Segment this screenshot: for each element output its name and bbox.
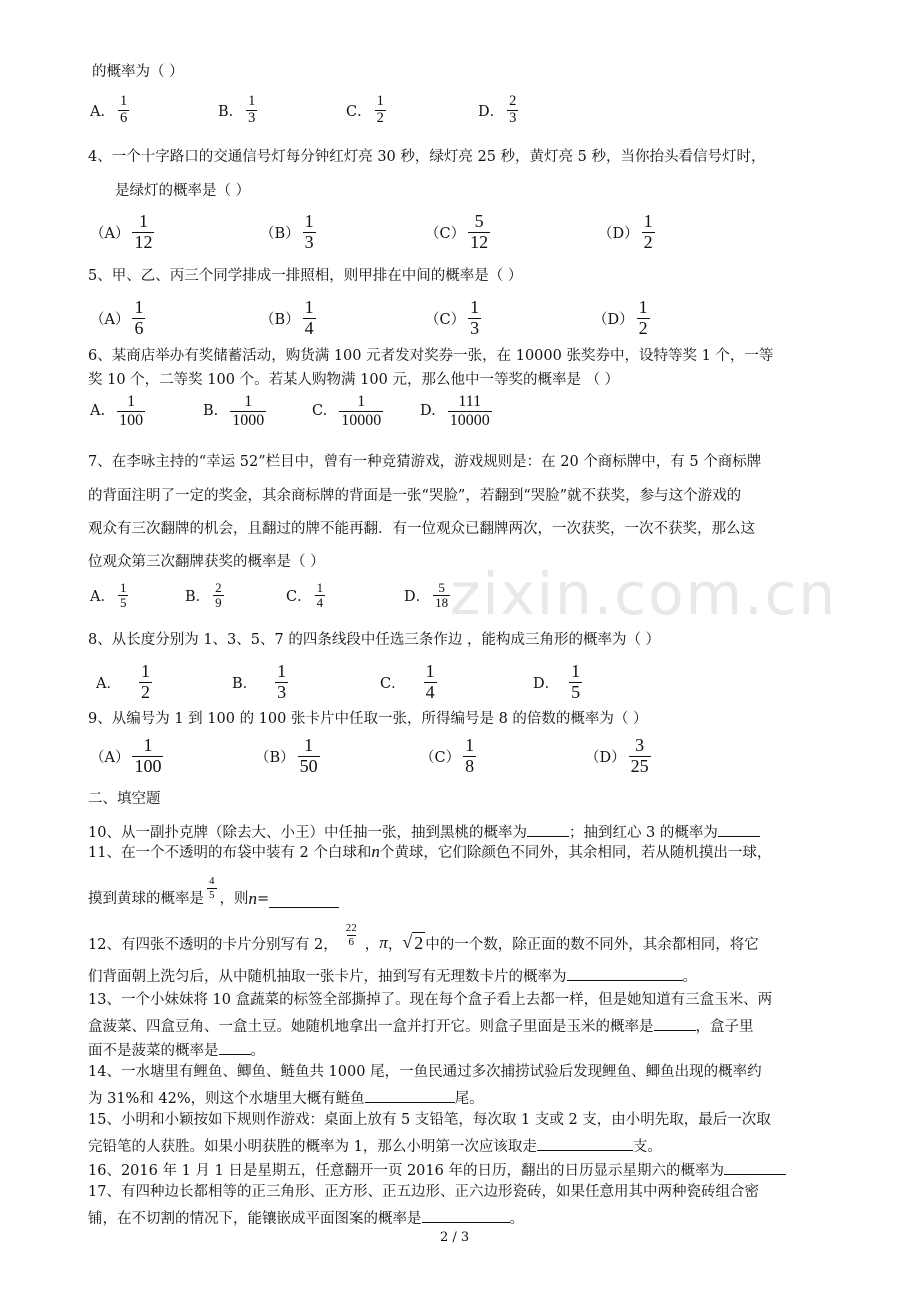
q7-option-b: B． $\frac{2}{9}$ [185,580,222,611]
fraction: $\frac{1}{2}$ [643,211,653,252]
q7-line4: 位观众第三次翻牌获奖的概率是（ ） [88,554,325,570]
q8-line1: 8、从长度分别为 1、3、5、7 的四条线段中任选三条作边 ，能构成三角形的概率为（ ） [88,632,661,648]
q3-option-c [346,94,389,127]
answer-blank[interactable] [718,820,760,837]
q11-line2: 摸到黄球的概率是 $\frac{4}{5}$ ，则 n = [88,868,339,916]
q5-line1: 5、甲、乙、丙三个同学排成一排照相，则甲排在中间的概率是（ ） [88,268,523,284]
variable-n: n [248,889,257,908]
q5-option-d: （D） $\frac{1}{2}$ [593,297,648,338]
fraction: $\frac{1}{5}$ [119,580,127,611]
answer-blank[interactable] [654,1014,696,1031]
q17-line2: 铺，在不切割的情况下，能镶嵌成平面图案的概率是 。 [88,1206,524,1229]
fraction: $\frac{1}{2}$ [638,297,648,338]
answer-blank[interactable] [219,1038,251,1055]
q5-option-c: （C） $\frac{1}{3}$ [425,297,480,338]
q7-option-a: A． $\frac{1}{5}$ [90,580,127,611]
fraction: $\frac{1}{4}$ [316,580,324,611]
q6-line2: 奖 10 个，二等奖 100 个。若某人购物满 100 元，那么他中一等奖的概率是 （ ） [88,372,620,388]
fraction: $\frac{3}{25}$ [630,735,649,776]
q9-option-b: （B） $\frac{1}{50}$ [255,735,318,776]
watermark: zixin.com.cn [450,560,838,628]
q9-option-d: （D） $\frac{3}{25}$ [585,735,649,776]
fraction: $\frac{111}{10000}$ [449,393,490,429]
q6-line1: 6、某商店举办有奖储蓄活动，购货满 100 元者发对奖券一张，在 10000 张奖券中，设特等奖 1 个，一等 [88,348,774,364]
answer-blank[interactable] [527,820,569,837]
fraction: $\frac{1}{100}$ [134,735,162,776]
fraction: $\frac{1}{1000}$ [232,393,265,429]
q8-option-b: B． $\frac{1}{3}$ [232,661,287,702]
q4-option-c: （C） $\frac{5}{12}$ [425,211,489,252]
fraction: $\frac{2}{3}$ [509,93,517,126]
q14-line1: 14、一水塘里有鲤鱼、鲫鱼、鲢鱼共 1000 尾，一鱼民通过多次捕捞试验后发现鲤鱼、鲫鱼出现的概率约 [88,1064,762,1080]
q6-option-c: C. $\frac{1}{10000}$ [312,393,382,429]
fraction: $\frac{1}{6}$ [119,93,128,126]
fraction: $\frac{1}{12}$ [134,211,153,252]
fraction: $\frac{5}{18}$ [435,580,449,611]
fraction: $\frac{1}{4}$ [425,661,435,702]
q8-option-c: C． $\frac{1}{4}$ [380,661,435,702]
fraction: $\frac{1}{8}$ [465,735,475,776]
q4-line1: 4、一个十字路口的交通信号灯每分钟红灯亮 30 秒，绿灯亮 25 秒，黄灯亮 5 秒，当你抬头看信号灯时， [88,149,766,165]
q7-line3: 观众有三次翻牌的机会，且翻过的牌不能再翻．有一位观众已翻牌两次，一次获奖，一次不获奖，那么这 [88,521,755,537]
q13-line2: 盒菠菜、四盒豆角、一盒土豆。她随机地拿出一盒并打开它。则盒子里面是玉米的概率是 ，盒子里 [88,1014,754,1037]
fraction: $\frac{1}{3}$ [277,661,287,702]
q7-option-d: D． $\frac{5}{18}$ [404,580,449,611]
answer-blank[interactable] [724,1158,786,1175]
answer-blank[interactable] [537,1134,633,1151]
q4-option-a: （A） $\frac{1}{12}$ [90,211,153,252]
q4-option-d: （D） $\frac{1}{2}$ [598,211,653,252]
fraction: $\frac{1}{10000}$ [341,393,382,429]
answer-blank[interactable] [365,1086,455,1103]
q6-option-b: B. $\frac{1}{1000}$ [203,393,265,429]
fraction: $\frac{1}{100}$ [119,393,144,429]
q15-line1: 15、小明和小颖按如下规则作游戏：桌面上放有 5 支铅笔，每次取 1 支或 2 支，由小明先取，最后一次取 [88,1112,771,1128]
option-letter: D． [478,103,505,120]
fraction: $\frac{2}{9}$ [215,580,222,611]
q3-tail: 的概率为（ ） [92,64,184,80]
q4-line2: 是绿灯的概率是（ ） [115,183,251,199]
section-heading: 二、填空题 [88,791,161,807]
fraction: $\frac{1}{5}$ [571,661,581,702]
answer-blank[interactable] [422,1206,510,1223]
fraction: $\frac{1}{6}$ [134,297,144,338]
q8-option-d: D． $\frac{1}{5}$ [533,661,581,702]
q12-line1: 12、有四张不透明的卡片分别写有 2， $\frac{22}{6}$ ， π ， √ 2 中的一个数，除正面的数不同外，其余都相同，将它 [88,922,759,953]
q6-option-d: D. $\frac{111}{10000}$ [420,393,490,429]
fraction: $\frac{1}{4}$ [304,297,314,338]
q11-line1: 11、在一个不透明的布袋中装有 2 个白球和n个黄球，它们除颜色不同外，其余相同，若从随机摸出一球， [88,842,772,861]
pi-symbol: π [379,933,388,952]
q13-line3: 面不是菠菜的概率是 。 [88,1038,265,1061]
q9-option-a: （A） $\frac{1}{100}$ [90,735,162,776]
option-letter: C． [346,103,372,120]
variable-n: n [371,842,380,861]
q16-line: 16、2016 年 1 月 1 日是星期五，任意翻开一页 2016 年的日历，翻出的日历显示星期六的概率为 [88,1158,786,1181]
q13-line1: 13、一个小妹妹将 10 盒蔬菜的标签全部撕掉了。现在每个盒子看上去都一样，但是她知道有三盒玉米、两 [88,992,773,1008]
q3-option-d [478,94,521,127]
sqrt-symbol: √ 2 [402,931,424,953]
fraction: $\frac{1}{2}$ [140,661,150,702]
q6-option-a: A. $\frac{1}{100}$ [90,393,144,429]
fraction: $\frac{22}{6}$ [345,922,357,948]
fraction: $\frac{1}{2}$ [376,93,384,126]
q5-option-b: （B） $\frac{1}{4}$ [260,297,314,338]
q7-line1: 7、在李咏主持的“幸运 52”栏目中，曾有一种竞猜游戏，游戏规则是：在 20 个商标牌中，有 5 个商标牌 [88,454,762,470]
q10-line: 10、从一副扑克牌（除去大、小王）中任抽一张，抽到黑桃的概率为 ；抽到红心 3 的概率为 [88,820,760,843]
q17-line1: 17、有四种边长都相等的正三角形、正方形、正五边形、正六边形瓷砖，如果任意用其中两种瓷砖组合密 [88,1184,759,1200]
q12-line2: 们背面朝上洗匀后，从中随机抽取一张卡片，抽到写有无理数卡片的概率为 。 [88,964,697,987]
fraction: $\frac{1}{50}$ [299,735,318,776]
answer-blank[interactable] [269,891,339,908]
option-letter: A． [90,103,115,120]
q15-line2: 完铅笔的人获胜。如果小明获胜的概率为 1，那么小明第一次应该取走 支。 [88,1134,662,1157]
option-letter: B． [218,103,244,120]
q5-option-a: （A） $\frac{1}{6}$ [90,297,144,338]
fraction: $\frac{1}{3}$ [470,297,480,338]
q8-option-a: A． $\frac{1}{2}$ [96,661,150,702]
q7-option-c: C． $\frac{1}{4}$ [286,580,324,611]
q7-line2: 的背面注明了一定的奖金，其余商标牌的背面是一张“哭脸”，若翻到“哭脸”就不获奖，参与这个游戏的 [88,488,742,504]
q9-option-c: （C） $\frac{1}{8}$ [420,735,475,776]
page-number: 2 / 3 [440,1230,470,1245]
fraction: $\frac{1}{3}$ [304,211,314,252]
q14-line2: 为 31%和 42%，则这个水塘里大概有鲢鱼 尾。 [88,1086,484,1109]
q3-option-b [218,94,260,127]
fraction: $\frac{4}{5}$ [209,875,215,901]
fraction: $\frac{1}{3}$ [248,93,256,126]
answer-blank[interactable] [567,964,683,981]
q3-option-a [90,94,132,127]
q4-option-b: （B） $\frac{1}{3}$ [260,211,314,252]
fraction: $\frac{5}{12}$ [470,211,489,252]
q9-line1: 9、从编号为 1 到 100 的 100 张卡片中任取一张，所得编号是 8 的倍数的概率为（ ） [88,711,648,727]
